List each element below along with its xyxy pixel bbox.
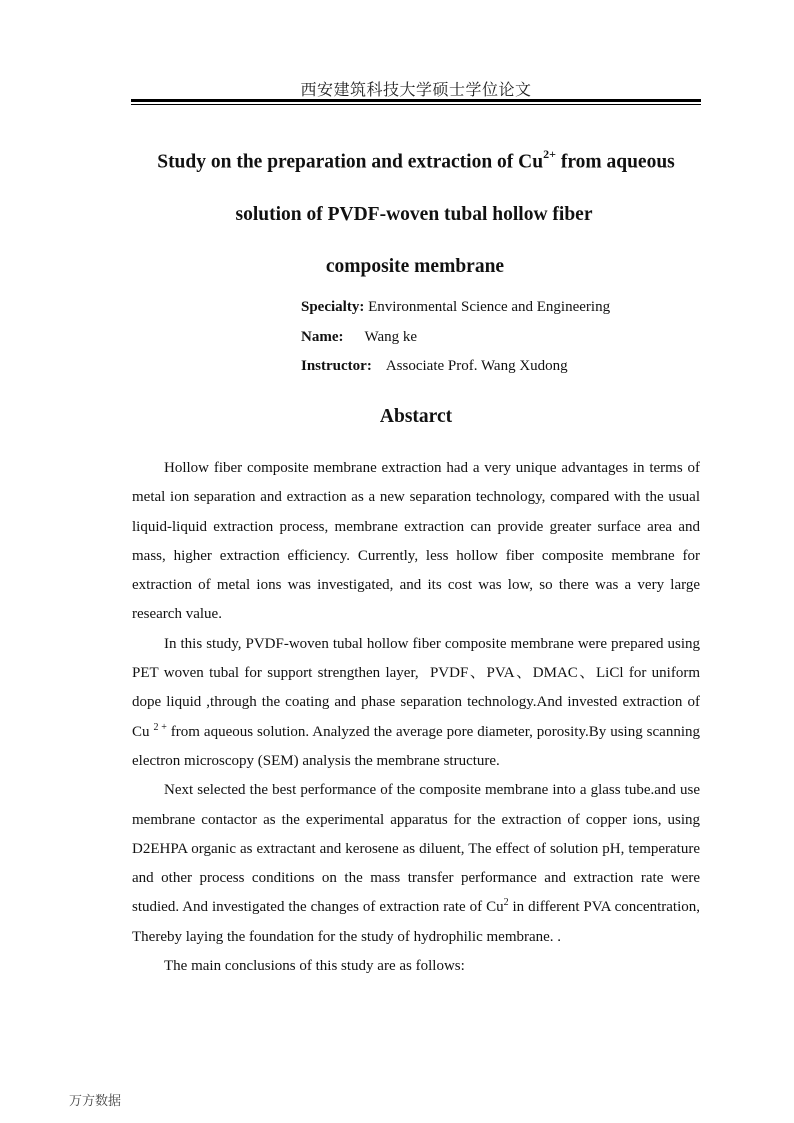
instructor-label: Instructor: <box>301 358 372 374</box>
abstract-paragraph-4: The main conclusions of this study are as follows: <box>164 958 465 975</box>
title-superscript: 2+ <box>543 147 556 161</box>
abstract-paragraph-1: Hollow fiber composite membrane extraction had a very unique advantages in terms of metal ion separation and extraction as a new separation technology, compared with the usual liquid-liquid extraction process, membrane extraction can provide greater surface area and mass, higher extraction efficiency. Currently, less hollow fiber composite membrane for extraction of metal ions was investigated, and its cost was low, so there was a very large research value. <box>132 460 700 623</box>
name-value: Wang ke <box>364 329 418 345</box>
title-line-3: composite membrane <box>325 256 505 277</box>
title-line-1 <box>0 143 794 176</box>
specialty-row <box>301 297 610 317</box>
abstract-paragraph-2 <box>132 630 700 776</box>
name-row <box>301 327 417 347</box>
p3-text-b: in different PVA concentration, Thereby laying the foundation for the study of hydrophilic membrane. . <box>132 899 700 945</box>
title-line-1-text: Study on the preparation and extraction of Cu <box>157 151 544 173</box>
specialty-label: Specialty: <box>301 299 365 315</box>
abstract-body <box>132 454 700 981</box>
p2-text-b: PVDF、PVA、DMAC、LiCl for uniform dope liquid ,through the coating and phase separation technology.And invested extraction of Cu <box>132 665 701 740</box>
p2-text-a: In this study, PVDF-woven tubal hollow fiber composite membrane were prepared using PET woven tubal for support strengthen layer, <box>132 635 700 682</box>
title-line-1-tail: from aqueous <box>555 151 675 173</box>
instructor-value: Associate Prof. Wang Xudong <box>385 358 568 374</box>
header-rule-thick <box>131 99 701 102</box>
title-line-2: solution of PVDF-woven tubal hollow fiber <box>235 204 593 225</box>
abstract-heading: Abstarct <box>379 406 453 427</box>
running-header: 西安建筑科技大学硕士学位论文 <box>300 82 532 99</box>
header-rule-thin <box>131 104 701 105</box>
p2-superscript: 2 + <box>153 721 167 733</box>
watermark-text: 万方数据 <box>69 1094 122 1109</box>
name-label: Name: <box>301 329 344 345</box>
instructor-row <box>301 356 568 376</box>
p3-superscript: 2 <box>503 897 509 909</box>
p3-text-a: Next selected the best performance of the composite membrane into a glass tube.and use membrane contactor as the experimental apparatus for the extraction of copper ions, using D2EHPA organic as extractant and kerosene as diluent, The effect of solution pH, temperature and other process conditions on the mass transfer performance and extraction rate were studied. And investigated the changes of extraction rate of Cu <box>132 782 700 916</box>
p2-text-c: from aqueous solution. Analyzed the average pore diameter, porosity.By using scanning electron microscopy (SEM) analysis the membrane structure. <box>132 723 701 769</box>
specialty-value: Environmental Science and Engineering <box>368 299 611 315</box>
abstract-paragraph-3 <box>132 776 700 952</box>
